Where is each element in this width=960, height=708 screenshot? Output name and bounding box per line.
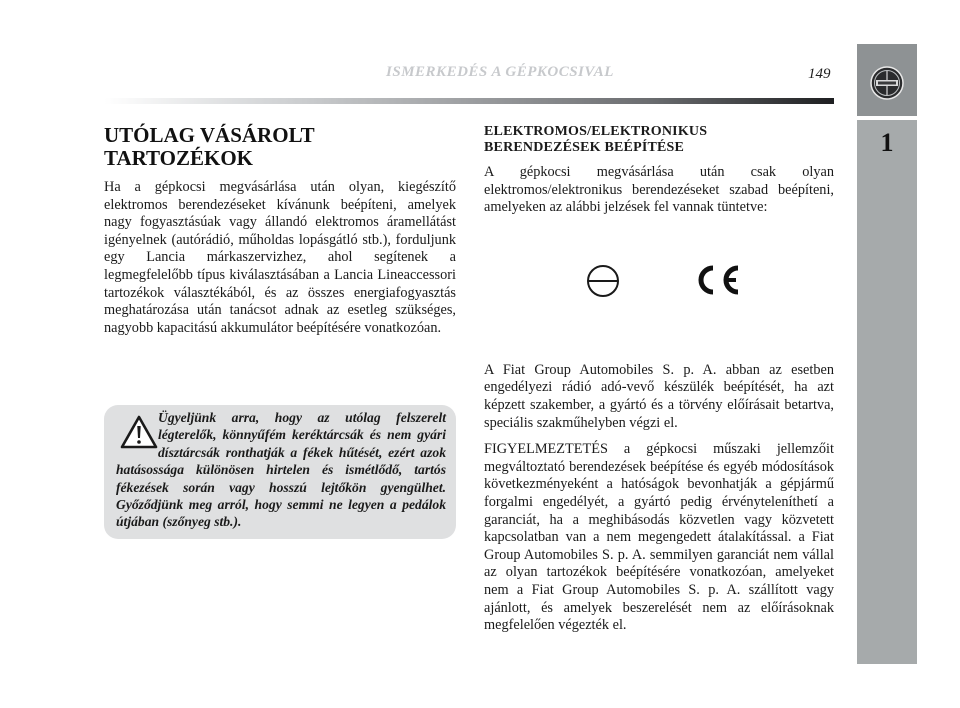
page-number: 149	[808, 66, 831, 82]
lancia-logo-icon	[870, 66, 904, 100]
left-column	[104, 124, 456, 337]
chapter-number: 1	[880, 128, 894, 157]
section-title-line1: UTÓLAG VÁSÁROLT	[104, 123, 315, 147]
warning-text	[116, 409, 446, 531]
tab-divider	[857, 116, 917, 120]
warning-paragraph: FIGYELMEZTETÉS a gépkocsi műszaki jellemzőit megváltoztató berendezések beépítése és egyéb módosítások következményeként a hatóságok bevonhatják a gépjármű forgalmi engedélyét, a gyártó pedig érvényteleníthetí a garanciát, ha a meghibásodás közvetlen vagy közvetett kapcsolatban van a nem megengedett átalakítással. a Fiat Group Automobiles S. p. A. semmilyen garanciát nem vállal az olyan tartozékok beépítésére vonatkozóan, amelyeket nem a Fiat Group Automobiles S. p. A. szállított vagy ajánlott, és amelyek beszerelését nem az előírásoknak megfelelően végezték el.	[484, 441, 834, 634]
running-header: ISMERKEDÉS A GÉPKOCSIVAL	[386, 64, 614, 80]
right-column	[484, 124, 834, 635]
section-title	[104, 124, 456, 170]
ce-mark-icon	[693, 264, 741, 296]
accessories-paragraph: Ha a gépkocsi megvásárlása után olyan, kiegészítő elektromos berendezéseket kívánunk beépíteni, amelyek nagy fogyasztásúak vagy állandó elektromos áramellátást igényelnek (autórádió, műholdas lopásgátló stb.), forduljunk egy Lancia márkaszervizhez, ahol segítenek a legmegfelelőbb típus kiválasztásában a Lancia Lineaccessori tartozékok választékából, és az összes energiafogyasztás meghatározása után tanácsot adnak az esetleg szükséges, nagyobb kapacitású akkumulátor beépítésére vonatkozóan.	[104, 179, 456, 336]
installation-intro: A gépkocsi megvásárlása után csak olyan elektromos/elektronikus berendezéseket szabad beépíteni, amelyeken az alábbi jelzések fel vannak tüntetve:	[484, 164, 834, 216]
radio-paragraph: A Fiat Group Automobiles S. p. A. abban az esetben engedélyezi rádió adó-vevő készülék beépítését, ha azt képzett szakember, a gyártó és a törvény előírásait betartva, speciális szakműhelyben végzi el.	[484, 361, 834, 431]
certification-symbols	[484, 217, 834, 362]
warning-box	[104, 405, 456, 539]
subsection-title-line2: BERENDEZÉSEK BEÉPÍTÉSE	[484, 140, 685, 155]
e-mark-icon	[585, 263, 621, 299]
section-title-line2: TARTOZÉKOK	[104, 146, 254, 170]
warning-text-content: Ügyeljünk arra, hogy az utólag felszerelt légterelők, könnyűfém keréktárcsák és nem gyári dísztárcsák ronthatják a fékek hűtését, ezért azok hatásossága különösen hirtelen és ismétlődő, tartós fékezések során vagy hosszú lejtőkön gyengülhet. Győződjünk meg arról, hogy semmi ne legyen a pedálok útjában (szőnyeg stb.).	[116, 410, 446, 530]
subsection-title	[484, 124, 834, 156]
subsection-title-line1: ELEKTROMOS/ELEKTRONIKUS	[484, 124, 708, 139]
header-rule	[104, 98, 834, 104]
